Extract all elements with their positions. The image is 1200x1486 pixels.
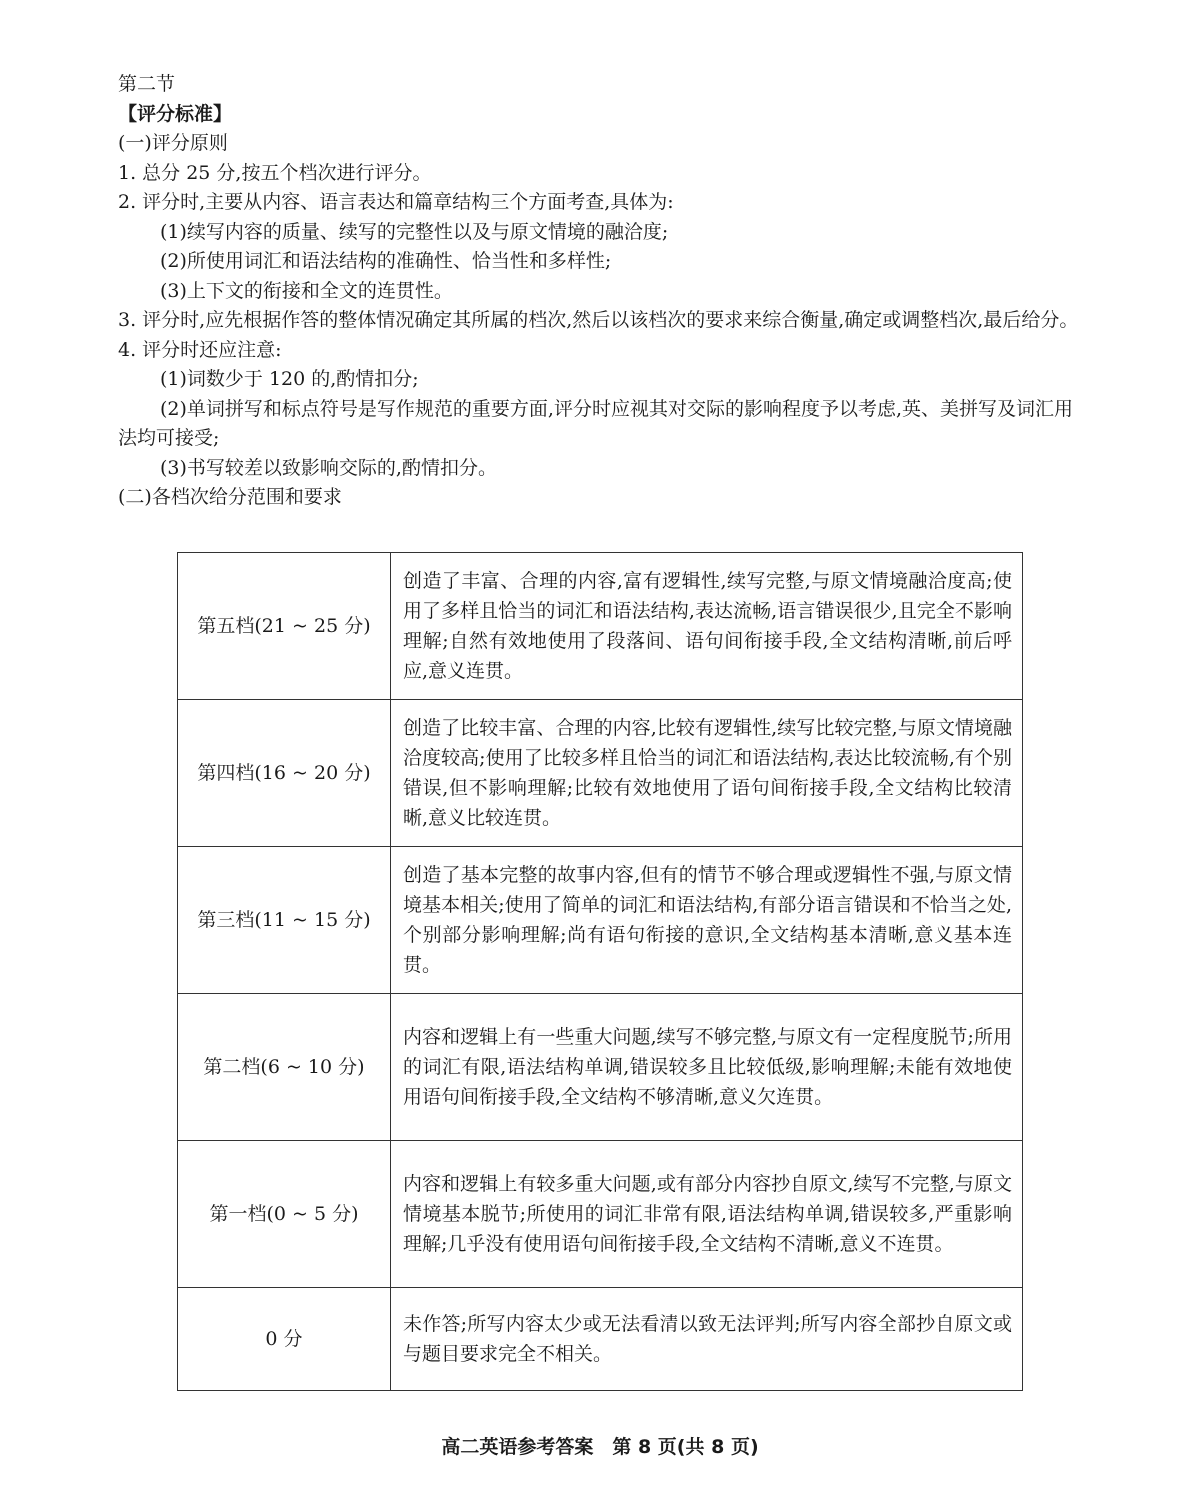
level-description: 内容和逻辑上有较多重大问题,或有部分内容抄自原文,续写不完整,与原文情境基本脱节;所使用的词汇非常有限,语法结构单调,错误较多,严重影响理解;几乎没有使用语句间衔接手段,全文结构不清晰,意义不连贯。 [391, 1141, 1023, 1288]
table-row [178, 994, 1023, 1141]
level-name: 0 分 [178, 1288, 391, 1391]
principle-item: 2. 评分时,主要从内容、语言表达和篇章结构三个方面考查,具体为: [118, 191, 674, 213]
section-title: 第二节 [118, 73, 176, 95]
level-description: 内容和逻辑上有一些重大问题,续写不够完整,与原文有一定程度脱节;所用的词汇有限,语法结构单调,错误较多且比较低级,影响理解;未能有效地使用语句间衔接手段,全文结构不够清晰,意义欠连贯。 [391, 994, 1023, 1141]
level-description: 创造了丰富、合理的内容,富有逻辑性,续写完整,与原文情境融洽度高;使用了多样且恰当的词汇和语法结构,表达流畅,语言错误很少,且完全不影响理解;自然有效地使用了段落间、语句间衔接手段,全文结构清晰,前后呼应,意义连贯。 [391, 553, 1023, 700]
principle-subitem: (2)所使用词汇和语法结构的准确性、恰当性和多样性; [160, 250, 612, 272]
criteria-heading: 【评分标准】 [118, 102, 233, 125]
level-description: 创造了基本完整的故事内容,但有的情节不够合理或逻辑性不强,与原文情境基本相关;使用了简单的词汇和语法结构,有部分语言错误和不恰当之处,个别部分影响理解;尚有语句衔接的意识,全文结构基本清晰,意义基本连贯。 [391, 847, 1023, 994]
principles-heading: (一)评分原则 [118, 132, 228, 154]
principle-item: 4. 评分时还应注意: [118, 338, 282, 361]
level-description: 创造了比较丰富、合理的内容,比较有逻辑性,续写比较完整,与原文情境融洽度较高;使用了比较多样且恰当的词汇和语法结构,表达比较流畅,有个别错误,但不影响理解;比较有效地使用了语句间衔接手段,全文结构比较清晰,意义比较连贯。 [391, 700, 1023, 847]
table-row [178, 1141, 1023, 1288]
page-footer: 高二英语参考答案 第 8 页(共 8 页) [441, 1436, 759, 1458]
principle-subitem: (3)书写较差以致影响交际的,酌情扣分。 [160, 456, 497, 479]
principle-item: 3. 评分时,应先根据作答的整体情况确定其所属的档次,然后以该档次的要求来综合衡量,确定或调整档次,最后给分。 [118, 309, 1079, 331]
principle-subitem: (1)词数少于 120 的,酌情扣分; [160, 368, 419, 390]
table-row [178, 553, 1023, 700]
principle-subitem: (3)上下文的衔接和全文的连贯性。 [160, 279, 453, 302]
levels-heading: (二)各档次给分范围和要求 [118, 486, 342, 508]
level-name: 第二档(6 ~ 10 分) [178, 994, 391, 1141]
level-name: 第一档(0 ~ 5 分) [178, 1141, 391, 1288]
table-row [178, 1288, 1023, 1391]
level-description: 未作答;所写内容太少或无法看清以致无法评判;所写内容全部抄自原文或与题目要求完全不相关。 [391, 1288, 1023, 1391]
document-body [118, 70, 1082, 513]
principle-item: 1. 总分 25 分,按五个档次进行评分。 [118, 161, 432, 184]
principle-subitem: (2)单词拼写和标点符号是写作规范的重要方面,评分时应视其对交际的影响程度予以考虑,英、美拼写及词汇用法均可接受; [118, 397, 1073, 449]
principle-subitem: (1)续写内容的质量、续写的完整性以及与原文情境的融洽度; [160, 220, 669, 243]
table-row [178, 700, 1023, 847]
level-name: 第三档(11 ~ 15 分) [178, 847, 391, 994]
table-row [178, 847, 1023, 994]
level-name: 第四档(16 ~ 20 分) [178, 700, 391, 847]
level-name: 第五档(21 ~ 25 分) [178, 553, 391, 700]
scoring-levels-table [177, 552, 1023, 1391]
